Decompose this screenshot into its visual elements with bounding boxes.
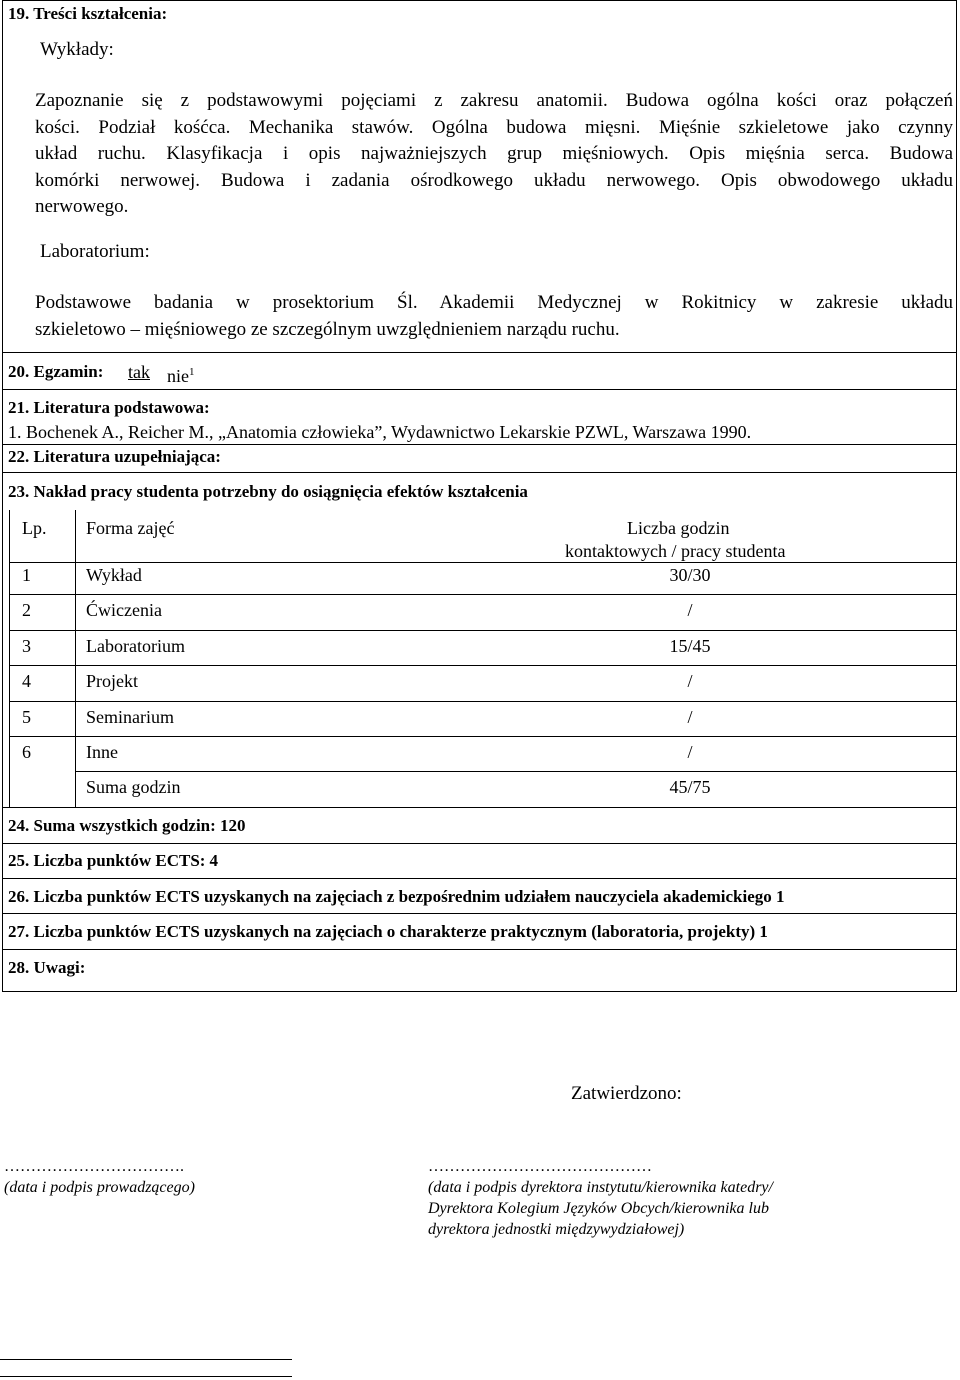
exam-no	[167, 361, 195, 387]
row-hours: /	[687, 671, 693, 691]
divider	[2, 843, 957, 844]
lectures-line: nerwowego.	[35, 196, 129, 217]
col-hours-header-2: kontaktowych / pracy studenta	[565, 541, 786, 561]
table-row-divider	[9, 665, 957, 666]
row-form: Seminarium	[86, 707, 174, 727]
s21-heading: 21. Literatura podstawowa:	[8, 398, 210, 417]
table-row-divider	[9, 630, 957, 631]
divider	[2, 878, 957, 879]
s23-heading: 23. Nakład pracy studenta potrzebny do osiągnięcia efektów kształcenia	[8, 482, 528, 501]
row-hours: 45/75	[669, 777, 711, 797]
row-hours: 15/45	[669, 636, 711, 656]
footnote-mark: 1	[189, 366, 195, 378]
row-form: Inne	[86, 742, 118, 762]
lectures-line: komórki nerwowej. Budowa i zadania ośrodkowego układu nerwowego. Opis obwodowego układu	[35, 169, 953, 191]
divider	[2, 807, 957, 808]
lab-line: szkieletowo – mięśniowego ze szczególnym uwzględnieniem narządu ruchu.	[35, 318, 620, 340]
s25-label: 25. Liczba punktów ECTS:	[8, 851, 206, 870]
footnote-separator	[0, 1359, 292, 1360]
row-hours: 30/30	[669, 565, 711, 585]
row-lp: 3	[22, 636, 31, 656]
s25-text	[8, 850, 218, 872]
row-form: Laboratorium	[86, 636, 185, 656]
left-signature-dots: …………………………….	[4, 1158, 184, 1175]
table-row-divider	[75, 771, 957, 772]
col-lp-header: Lp.	[22, 518, 47, 538]
row-lp: 1	[22, 565, 31, 585]
lectures-label: Wykłady:	[40, 39, 114, 60]
literature-item: 1. Bochenek A., Reicher M., „Anatomia człowieka”, Wydawnictwo Lekarskie PZWL, Warszawa 1990.	[8, 422, 752, 442]
col-hours-header-1: Liczba godzin	[627, 518, 730, 538]
row-lp: 2	[22, 600, 31, 620]
footnote-separator	[0, 1376, 292, 1377]
row-lp: 5	[22, 707, 31, 727]
table-col-divider	[75, 510, 76, 807]
s19-heading: 19. Treści kształcenia:	[8, 4, 168, 23]
divider	[2, 949, 957, 950]
lectures-line: Zapoznanie się z podstawowymi pojęciami z zakresu anatomii. Budowa ogólna kości oraz połączeń	[35, 90, 953, 111]
left-signature-caption: (data i podpis prowadzącego)	[4, 1179, 195, 1196]
s27-text: 27. Liczba punktów ECTS uzyskanych na zajęciach o charakterze praktycznym (laboratoria, projekty) 1	[8, 922, 768, 941]
s25-value: 4	[209, 851, 218, 870]
lectures-content	[35, 88, 953, 221]
row-hours: /	[687, 707, 693, 727]
approval-label: Zatwierdzono:	[571, 1083, 682, 1104]
table-row-divider	[9, 701, 957, 702]
s22-heading: 22. Literatura uzupełniająca:	[8, 447, 221, 466]
s28-text: 28. Uwagi:	[8, 958, 86, 977]
table-row-divider	[9, 562, 957, 563]
table-row-divider	[9, 594, 957, 595]
exam-no-label: nie	[167, 366, 189, 386]
row-form: Ćwiczenia	[86, 600, 162, 620]
table-left-border	[9, 510, 10, 807]
s26-text: 26. Liczba punktów ECTS uzyskanych na zajęciach z bezpośrednim udziałem nauczyciela akademickiego 1	[8, 887, 785, 906]
col-form-header: Forma zajęć	[86, 518, 175, 538]
table-row-divider	[9, 736, 957, 737]
exam-yes	[128, 361, 150, 383]
lab-line: Podstawowe badania w prosektorium Śl. Akademii Medycznej w Rokitnicy w zakresie układu	[35, 292, 953, 313]
s24-text: 24. Suma wszystkich godzin: 120	[8, 816, 246, 835]
row-form: Projekt	[86, 671, 138, 691]
divider	[2, 389, 957, 390]
right-signature-caption-line: (data i podpis dyrektora instytutu/kierownika katedry/	[428, 1179, 773, 1196]
row-form: Suma godzin	[86, 777, 181, 797]
lectures-line: układ ruchu. Klasyfikacja i opis najważniejszych grup mięśniowych. Opis mięśnia serca. Budowa	[35, 143, 953, 164]
right-signature-caption-line: Dyrektora Kolegium Języków Obcych/kierownika lub	[428, 1200, 769, 1217]
divider	[2, 472, 957, 473]
divider	[2, 913, 957, 914]
right-signature-caption-line: dyrektora jednostki międzywydziałowej)	[428, 1221, 685, 1238]
row-lp: 6	[22, 742, 31, 762]
lab-label: Laboratorium:	[40, 241, 150, 262]
right-signature-dots: ……………………………………	[428, 1158, 652, 1175]
divider	[2, 352, 957, 353]
s20-heading: 20. Egzamin:	[8, 362, 104, 381]
divider	[2, 444, 957, 445]
row-hours: /	[687, 742, 693, 762]
row-hours: /	[687, 600, 693, 620]
lectures-line: kości. Podział kośćca. Mechanika stawów. Ogólna budowa mięsni. Mięśnie szkieletowe jako czynny	[35, 116, 953, 138]
lab-content	[35, 290, 953, 343]
row-lp: 4	[22, 671, 31, 691]
exam-yes-label: tak	[128, 362, 150, 382]
row-form: Wykład	[86, 565, 142, 585]
